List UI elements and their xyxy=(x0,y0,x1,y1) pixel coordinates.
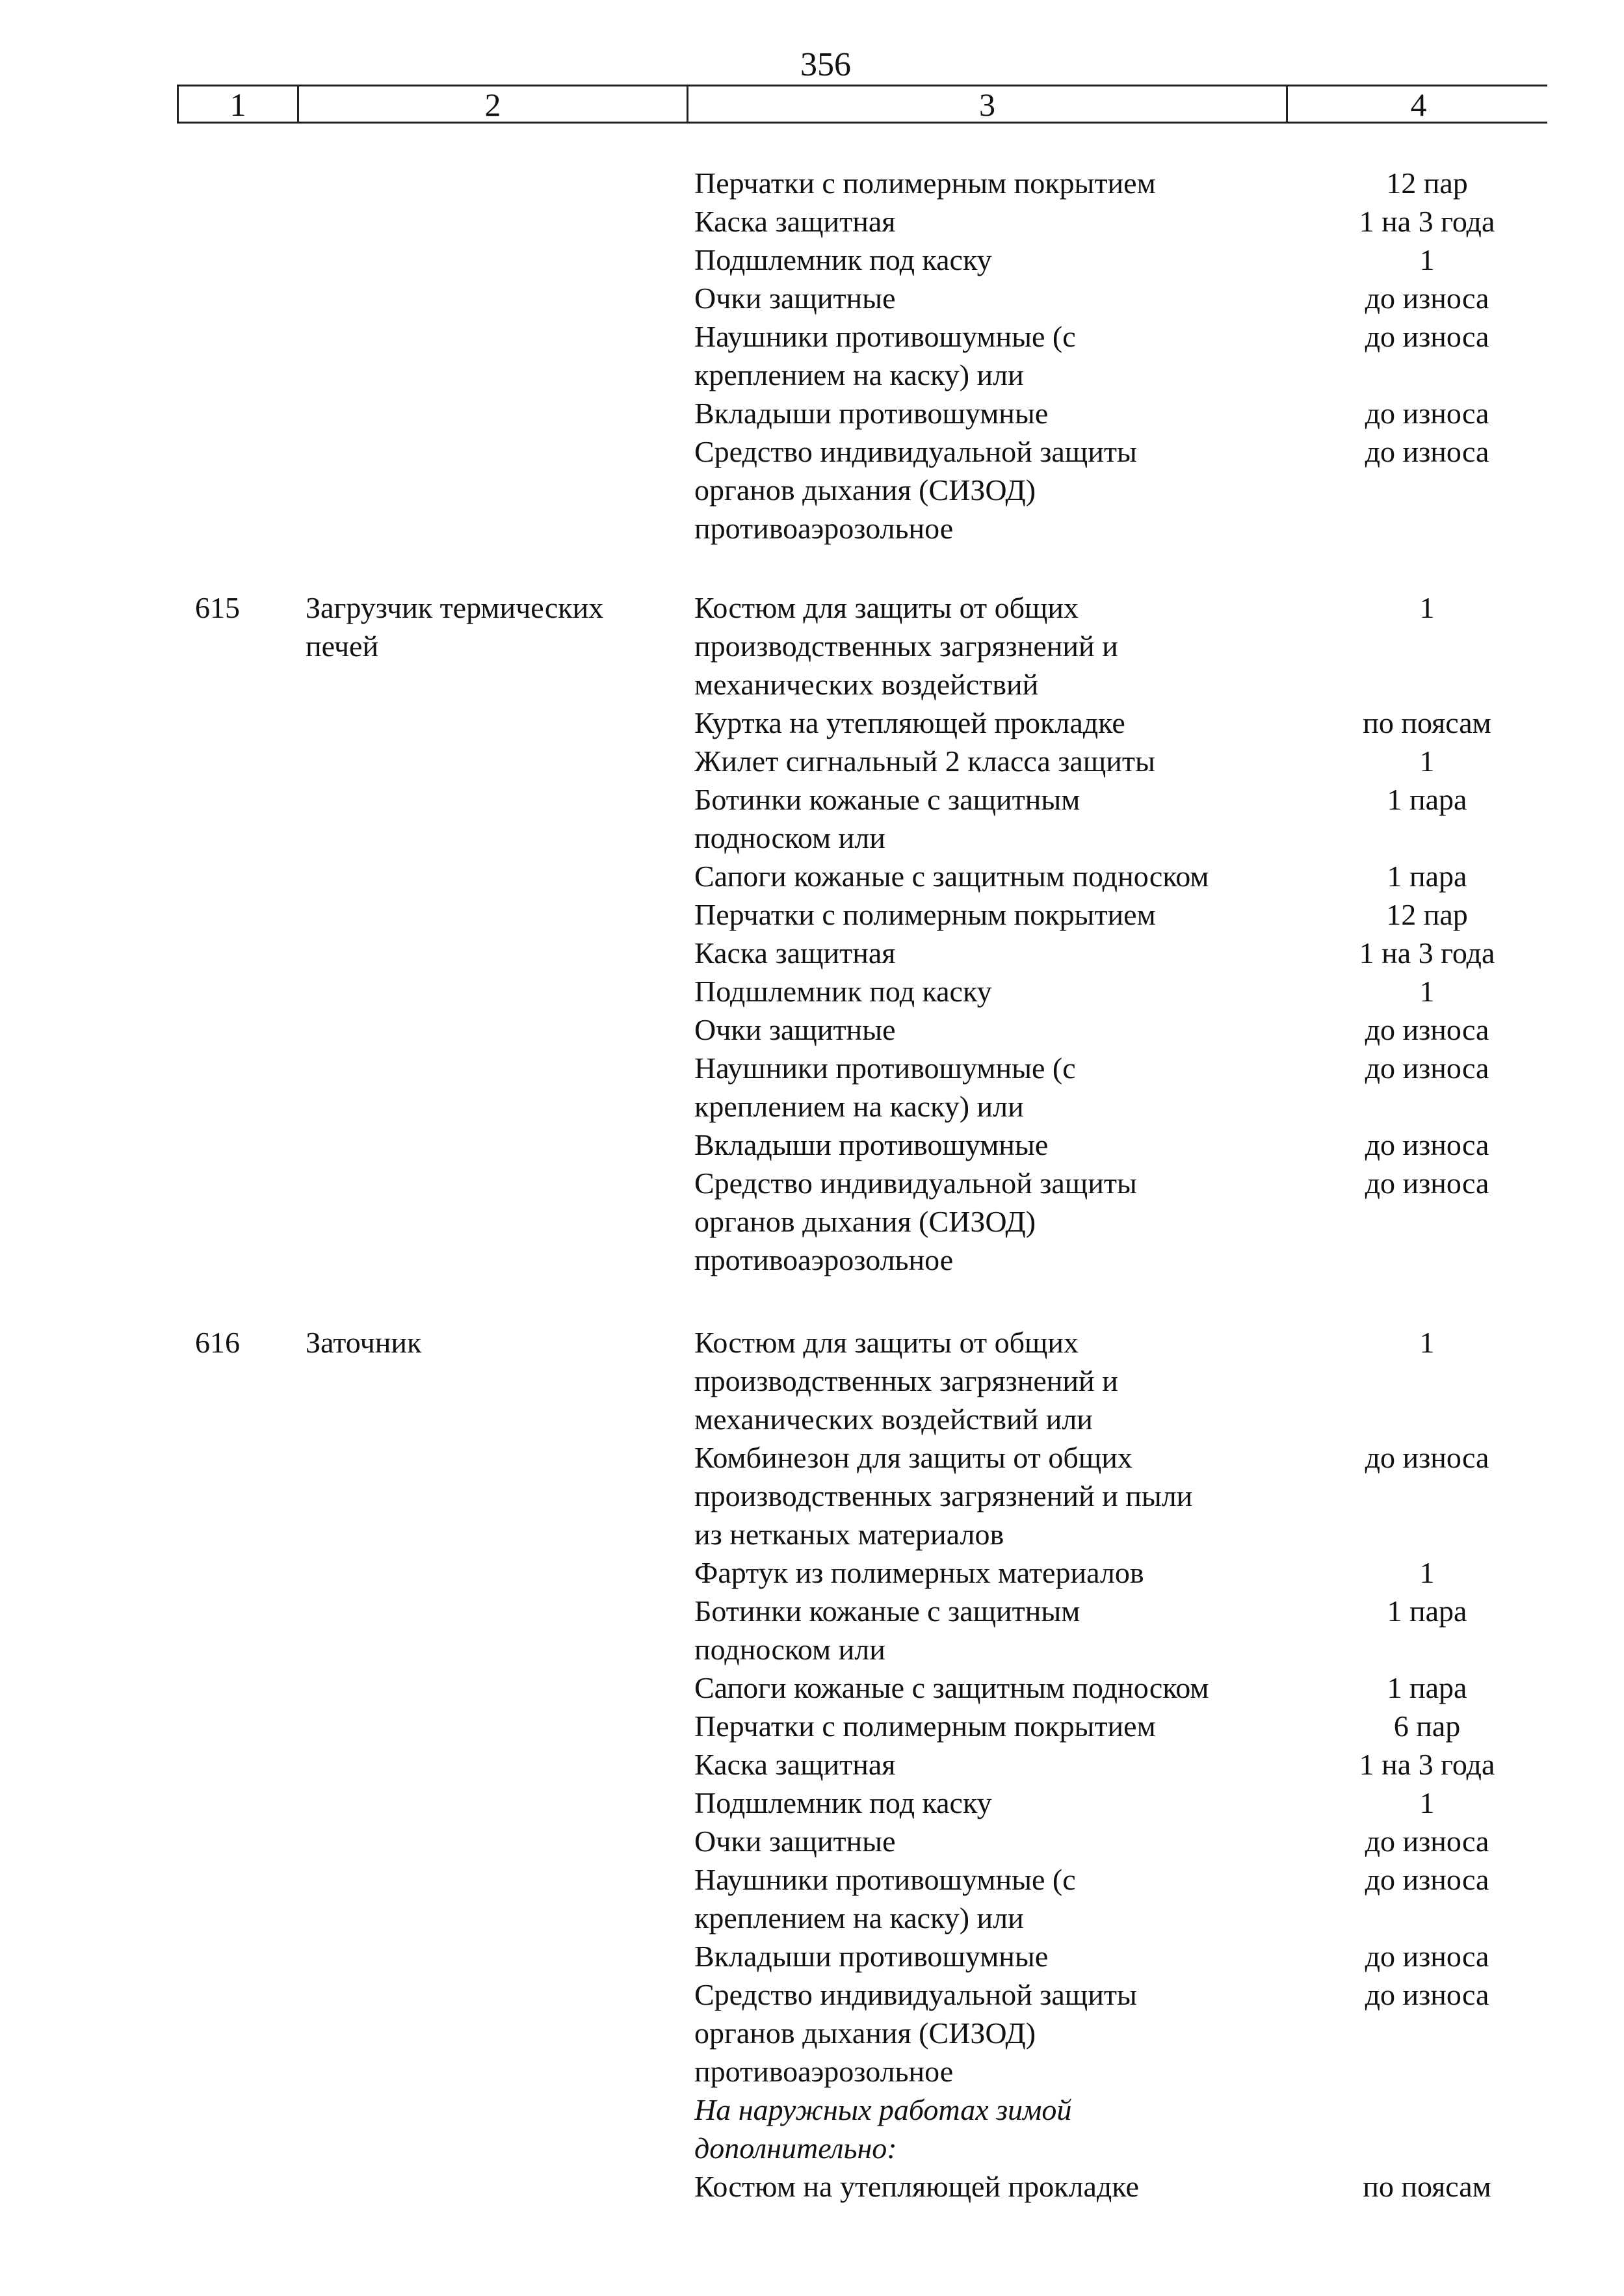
ppe-quantity: 1 на 3 года xyxy=(1359,205,1495,238)
ppe-item xyxy=(694,1592,1299,1669)
ppe-item xyxy=(694,202,1299,241)
ppe-item xyxy=(694,1049,1299,1126)
table-row xyxy=(694,1126,1489,1164)
ppe-item xyxy=(694,1860,1299,1937)
ppe-item xyxy=(694,1822,1299,1860)
table-row xyxy=(694,1164,1489,1279)
table-row xyxy=(694,1438,1489,1553)
ppe-item-line: креплением на каску) или xyxy=(694,1090,1024,1123)
ppe-quantity: 1 на 3 года xyxy=(1359,936,1495,970)
table-row xyxy=(694,1860,1489,1937)
table-row xyxy=(694,241,1435,279)
ppe-quantity: до износа xyxy=(1365,1978,1489,2011)
ppe-item-line: противоаэрозольное xyxy=(694,2055,954,2088)
ppe-item-line: Ботинки кожаные с защитным xyxy=(694,783,1080,816)
entry-profession xyxy=(306,1323,670,1362)
ppe-quantity: до износа xyxy=(1365,1128,1489,1161)
table-row xyxy=(694,1010,1489,1049)
table-row xyxy=(694,1707,1461,1745)
ppe-item-line: Куртка на утепляющей прокладке xyxy=(694,706,1125,739)
profession-line: печей xyxy=(306,629,379,663)
ppe-item-line: Костюм для защиты от общих xyxy=(694,591,1079,624)
ppe-item xyxy=(694,704,1299,742)
ppe-item-line: производственных загрязнений и пыли xyxy=(694,1479,1193,1512)
ppe-quantity: 1 пара xyxy=(1387,860,1467,893)
entry-items xyxy=(694,1323,1495,2206)
ppe-item-line: из нетканых материалов xyxy=(694,1518,1004,1551)
header-col-4: 4 xyxy=(1410,86,1427,123)
table-row xyxy=(694,588,1435,704)
ppe-item xyxy=(694,972,1299,1010)
ppe-item xyxy=(694,588,1299,704)
ppe-item-line: Очки защитные xyxy=(694,282,896,315)
ppe-quantity: 1 пара xyxy=(1387,783,1467,816)
ppe-item xyxy=(694,1323,1299,1438)
table-row xyxy=(694,934,1495,972)
table-row xyxy=(694,1937,1489,1975)
ppe-item-line: Наушники противошумные (с xyxy=(694,1863,1076,1896)
entry-number: 616 xyxy=(195,1326,240,1359)
table-row xyxy=(694,2091,1318,2167)
ppe-item-line: Вкладыши противошумные xyxy=(694,397,1049,430)
table-row xyxy=(694,202,1495,241)
table-row xyxy=(694,1975,1489,2091)
ppe-quantity: до износа xyxy=(1365,1051,1489,1085)
ppe-quantity: 12 пар xyxy=(1386,898,1468,931)
ppe-quantity: 1 xyxy=(1419,1556,1435,1589)
ppe-item xyxy=(694,279,1299,317)
ppe-item-line: Жилет сигнальный 2 класса защиты xyxy=(694,745,1155,778)
ppe-quantity: 1 xyxy=(1419,1326,1435,1359)
ppe-quantity: 1 на 3 года xyxy=(1359,1748,1495,1781)
ppe-quantity: до износа xyxy=(1365,1441,1489,1474)
ppe-item-line: органов дыхания (СИЗОД) xyxy=(694,473,1036,507)
ppe-item-line: Сапоги кожаные с защитным подноском xyxy=(694,1671,1209,1704)
ppe-item-line: Очки защитные xyxy=(694,1013,896,1046)
ppe-item-line: производственных загрязнений и xyxy=(694,1364,1118,1397)
ppe-item-line: Наушники противошумные (с xyxy=(694,1051,1076,1085)
ppe-item-line: Вкладыши противошумные xyxy=(694,1940,1049,1973)
ppe-item-line: подноском или xyxy=(694,1633,885,1666)
table-row xyxy=(694,704,1491,742)
ppe-item xyxy=(694,1784,1299,1822)
table-row xyxy=(694,164,1468,202)
table-row xyxy=(694,1745,1495,1784)
entry-profession xyxy=(306,588,670,665)
ppe-item-line: Вкладыши противошумные xyxy=(694,1128,1049,1161)
table-row xyxy=(694,780,1467,857)
table-row xyxy=(694,1669,1467,1707)
ppe-item-line: Подшлемник под каску xyxy=(694,1786,992,1819)
ppe-item-line: Фартук из полимерных материалов xyxy=(694,1556,1144,1589)
ppe-quantity: до износа xyxy=(1365,282,1489,315)
ppe-item-line: механических воздействий или xyxy=(694,1403,1093,1436)
ppe-quantity: 1 пара xyxy=(1387,1671,1467,1704)
ppe-item-line: противоаэрозольное xyxy=(694,512,954,545)
ppe-quantity: 1 пара xyxy=(1387,1594,1467,1628)
ppe-item xyxy=(694,2167,1299,2206)
ppe-quantity: до износа xyxy=(1365,1167,1489,1200)
entry-number: 615 xyxy=(195,591,240,624)
table-row xyxy=(694,857,1467,895)
ppe-quantity: до износа xyxy=(1365,1013,1489,1046)
ppe-quantity: до износа xyxy=(1365,1825,1489,1858)
ppe-quantity: до износа xyxy=(1365,1863,1489,1896)
ppe-item xyxy=(694,780,1299,857)
table-row xyxy=(694,432,1489,548)
ppe-item-line: Сапоги кожаные с защитным подноском xyxy=(694,860,1209,893)
ppe-quantity: по поясам xyxy=(1363,706,1491,739)
ppe-item xyxy=(694,1126,1299,1164)
ppe-quantity: 12 пар xyxy=(1386,166,1468,200)
ppe-item-line: Каска защитная xyxy=(694,1748,896,1781)
ppe-item-line: Наушники противошумные (с xyxy=(694,320,1076,353)
ppe-item-line: Каска защитная xyxy=(694,936,896,970)
note-text xyxy=(694,2091,1299,2167)
table-row xyxy=(694,1049,1489,1126)
ppe-quantity: по поясам xyxy=(1363,2170,1491,2203)
ppe-quantity: 1 xyxy=(1419,1786,1435,1819)
ppe-item-line: противоаэрозольное xyxy=(694,1243,954,1276)
ppe-item xyxy=(694,432,1299,548)
ppe-item xyxy=(694,1164,1299,1279)
ppe-item-line: На наружных работах зимой xyxy=(694,2093,1072,2126)
table-row xyxy=(694,317,1489,394)
ppe-item-line: Средство индивидуальной защиты xyxy=(694,1978,1137,2011)
ppe-item-line: дополнительно: xyxy=(694,2131,897,2165)
continuation-items xyxy=(694,164,1495,548)
ppe-quantity: до износа xyxy=(1365,1940,1489,1973)
ppe-item-line: Подшлемник под каску xyxy=(694,243,992,276)
ppe-item-line: органов дыхания (СИЗОД) xyxy=(694,1205,1036,1238)
ppe-item xyxy=(694,857,1299,895)
ppe-quantity: 1 xyxy=(1419,243,1435,276)
table-row xyxy=(694,972,1435,1010)
ppe-item xyxy=(694,1745,1299,1784)
header-col-3: 3 xyxy=(688,86,1288,122)
ppe-item xyxy=(694,241,1299,279)
ppe-quantity: до износа xyxy=(1365,435,1489,468)
ppe-item-line: креплением на каску) или xyxy=(694,358,1024,391)
ppe-item-line: Перчатки с полимерным покрытием xyxy=(694,166,1156,200)
ppe-item xyxy=(694,934,1299,972)
header-col-2: 2 xyxy=(299,86,688,122)
ppe-item-line: Средство индивидуальной защиты xyxy=(694,435,1137,468)
ppe-item xyxy=(694,1707,1299,1745)
table-row xyxy=(694,1553,1435,1592)
ppe-quantity: 1 xyxy=(1419,591,1435,624)
ppe-item-line: Костюм на утепляющей прокладке xyxy=(694,2170,1139,2203)
ppe-item xyxy=(694,742,1299,780)
ppe-item-line: Каска защитная xyxy=(694,205,896,238)
ppe-quantity: до износа xyxy=(1365,397,1489,430)
ppe-item xyxy=(694,164,1299,202)
ppe-item xyxy=(694,895,1299,934)
ppe-item-line: Костюм для защиты от общих xyxy=(694,1326,1079,1359)
ppe-item-line: Очки защитные xyxy=(694,1825,896,1858)
ppe-item xyxy=(694,1669,1299,1707)
ppe-item xyxy=(694,394,1299,432)
table-row xyxy=(694,742,1435,780)
ppe-item xyxy=(694,1010,1299,1049)
ppe-item xyxy=(694,317,1299,394)
ppe-item-line: подноском или xyxy=(694,821,885,854)
ppe-item xyxy=(694,1975,1299,2091)
ppe-item-line: производственных загрязнений и xyxy=(694,629,1118,663)
table-row xyxy=(694,279,1489,317)
ppe-quantity: 1 xyxy=(1419,745,1435,778)
ppe-item-line: Ботинки кожаные с защитным xyxy=(694,1594,1080,1628)
table-row xyxy=(694,895,1468,934)
table-row xyxy=(694,394,1489,432)
ppe-quantity: 1 xyxy=(1419,975,1435,1008)
header-col-1: 1 xyxy=(179,86,299,122)
table-row xyxy=(694,2167,1491,2206)
ppe-quantity: до износа xyxy=(1365,320,1489,353)
table-row xyxy=(694,1784,1435,1822)
table-row xyxy=(694,1592,1467,1669)
ppe-item-line: Комбинезон для защиты от общих xyxy=(694,1441,1133,1474)
ppe-quantity: 6 пар xyxy=(1393,1709,1461,1743)
ppe-item xyxy=(694,1438,1299,1553)
ppe-item xyxy=(694,1937,1299,1975)
ppe-item-line: Перчатки с полимерным покрытием xyxy=(694,1709,1156,1743)
ppe-item-line: Средство индивидуальной защиты xyxy=(694,1167,1137,1200)
table-row xyxy=(694,1323,1435,1438)
profession-line: Заточник xyxy=(306,1326,422,1359)
profession-line: Загрузчик термических xyxy=(306,591,604,624)
ppe-item-line: креплением на каску) или xyxy=(694,1901,1024,1934)
table-row xyxy=(694,1822,1489,1860)
ppe-item-line: механических воздействий xyxy=(694,668,1039,701)
ppe-item-line: Перчатки с полимерным покрытием xyxy=(694,898,1156,931)
page-number: 356 xyxy=(800,46,851,83)
ppe-item-line: Подшлемник под каску xyxy=(694,975,992,1008)
ppe-item-line: органов дыхания (СИЗОД) xyxy=(694,2016,1036,2050)
ppe-item xyxy=(694,1553,1299,1592)
entry-items xyxy=(694,588,1495,1279)
